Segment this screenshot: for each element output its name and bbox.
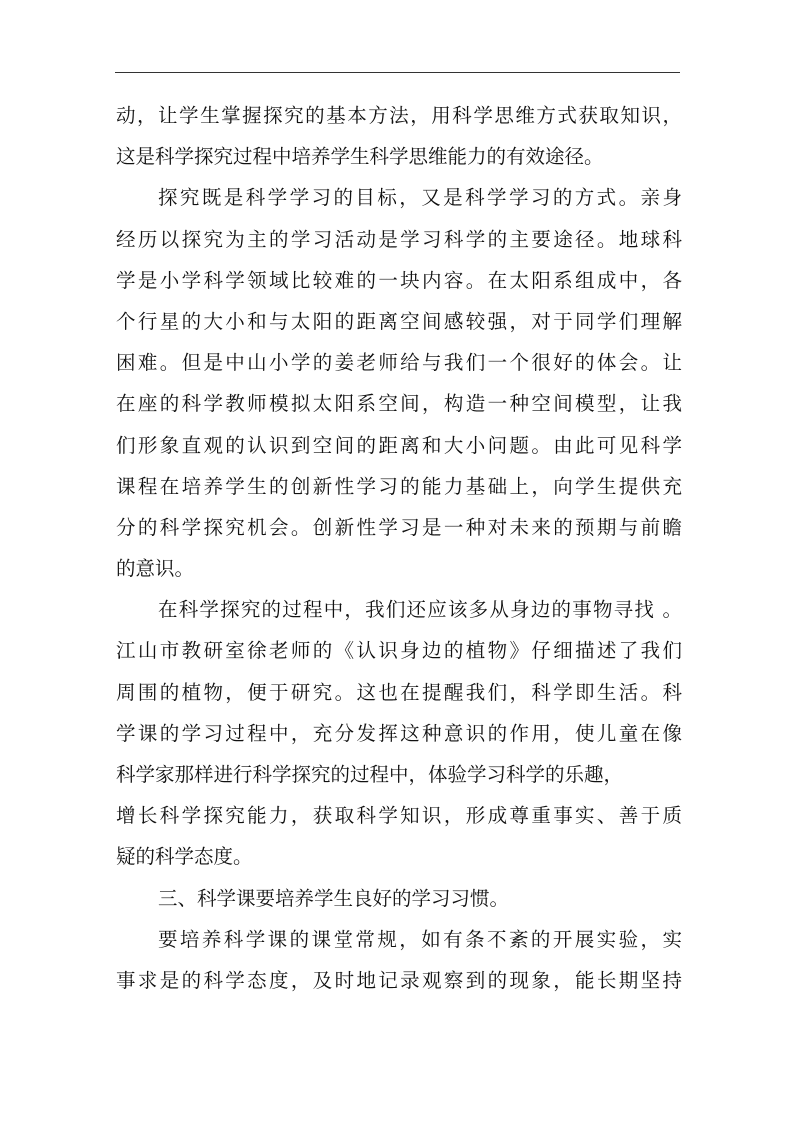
text-line: 探究既是科学学习的目标，又是科学学习的方式。亲身	[158, 186, 682, 210]
text-line: 分的科学探究机会。创新性学习是一种对未来的预期与前瞻	[116, 515, 682, 539]
text-line: 学课的学习过程中，充分发挥这种意识的作用，使儿童在像	[116, 721, 682, 745]
text-line: 事求是的科学态度，及时地记录观察到的现象，能长期坚持	[116, 968, 682, 992]
text-line: 在科学探究的过程中，我们还应该多从身边的事物寻找 。	[158, 598, 682, 622]
text-line: 江山市教研室徐老师的《认识身边的植物》仔细描述了我们	[116, 639, 682, 663]
header-rule	[115, 72, 680, 73]
text-line: 疑的科学态度。	[116, 845, 253, 869]
text-line: 周围的植物，便于研究。这也在提醒我们，科学即生活。科	[116, 680, 682, 704]
document-body	[116, 95, 682, 1001]
text-line: 课程在培养学生的创新性学习的能力基础上，向学生提供充	[116, 474, 682, 498]
text-line: 动，让学生掌握探究的基本方法，用科学思维方式获取知识，	[116, 104, 682, 127]
text-line: 学是小学科学领域比较难的一块内容。在太阳系组成中，各	[116, 268, 682, 292]
text-line: 经历以探究为主的学习活动是学习科学的主要途径。地球科	[116, 227, 682, 251]
text-line: 困难。但是中山小学的姜老师给与我们一个很好的体会。让	[116, 351, 682, 375]
text-line: 三、科学课要培养学生良好的学习习惯。	[158, 886, 510, 910]
text-line: 个行星的大小和与太阳的距离空间感较强，对于同学们理解	[116, 309, 682, 333]
text-line: 在座的科学教师模拟太阳系空间，构造一种空间模型，让我	[116, 392, 682, 416]
text-line: 的意识。	[116, 557, 195, 581]
text-line: 科学家那样进行科学探究的过程中，体验学习科学的乐趣，	[116, 763, 624, 786]
text-line: 增长科学探究能力，获取科学知识，形成尊重事实、善于质	[116, 804, 682, 828]
text-line: 要培养科学课的课堂常规，如有条不紊的开展实验，实	[158, 927, 682, 951]
text-line: 这是科学探究过程中培养学生科学思维能力的有效途径。	[116, 145, 604, 169]
text-line: 们形象直观的认识到空间的距离和大小问题。由此可见科学	[116, 433, 682, 457]
